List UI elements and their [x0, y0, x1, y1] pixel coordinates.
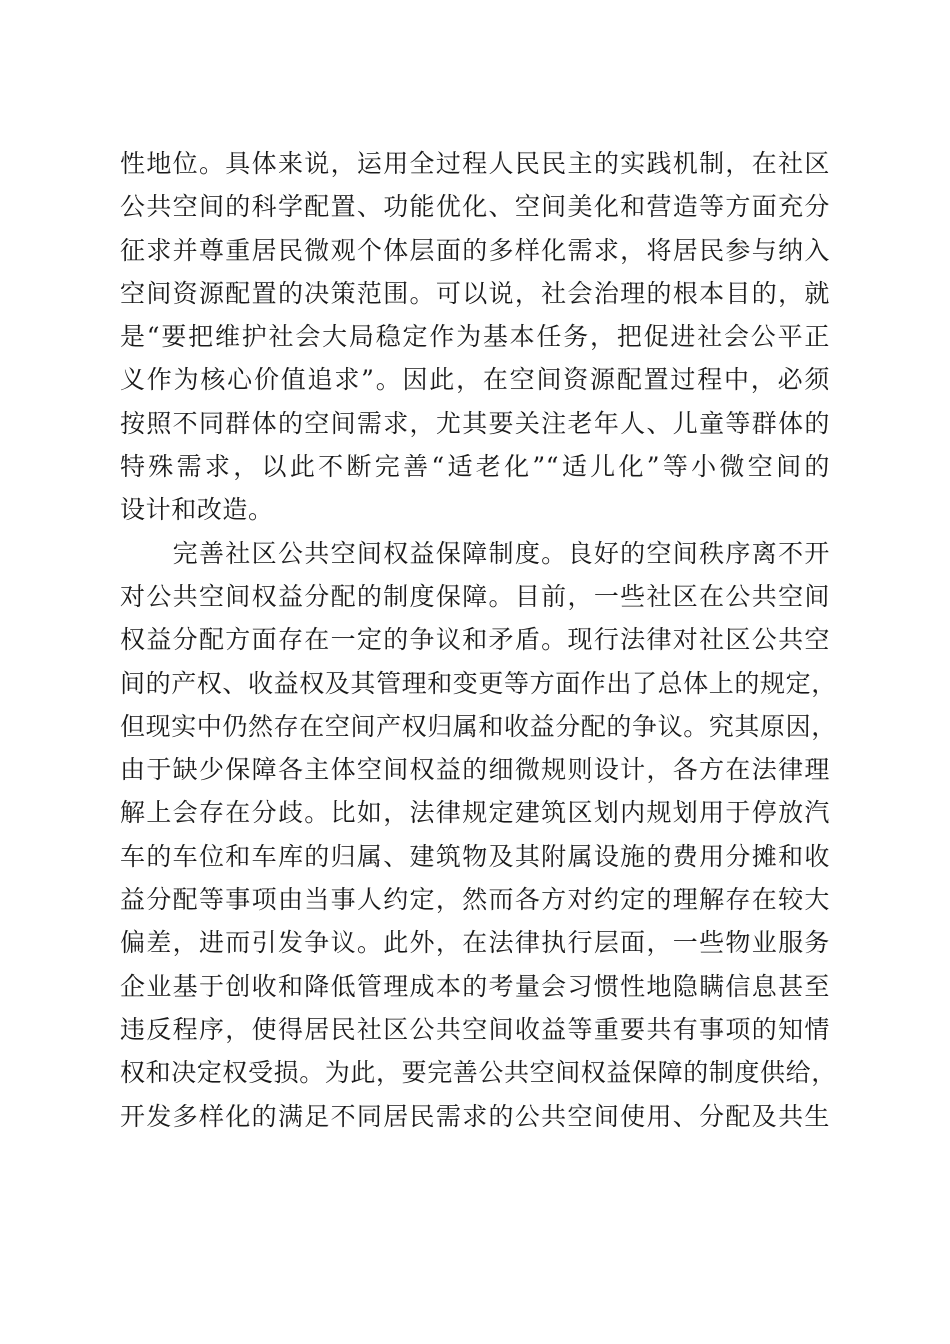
text-line: 征求并尊重居民微观个体层面的多样化需求，将居民参与纳入	[120, 235, 830, 265]
paragraph-1	[120, 142, 830, 532]
text-line: 违反程序，使得居民社区公共空间收益等重要共有事项的知情	[120, 1014, 830, 1044]
text-line: 义作为核心价值追求”。因此，在空间资源配置过程中，必须	[120, 365, 830, 395]
text-line: 车的车位和车库的归属、建筑物及其附属设施的费用分摊和收	[120, 841, 830, 871]
text-line: 偏差，进而引发争议。此外，在法律执行层面，一些物业服务	[120, 928, 830, 958]
text-line: 开发多样化的满足不同居民需求的公共空间使用、分配及共生	[120, 1101, 830, 1131]
text-line: 间的产权、收益权及其管理和变更等方面作出了总体上的规定，	[120, 668, 837, 698]
text-line: 特殊需求，以此不断完善“适老化”“适儿化”等小微空间的	[120, 452, 830, 482]
text-line: 是“要把维护社会大局稳定作为基本任务，把促进社会公平正	[120, 322, 830, 352]
text-line: 空间资源配置的决策范围。可以说，社会治理的根本目的，就	[120, 278, 830, 308]
text-line: 权益分配方面存在一定的争议和矛盾。现行法律对社区公共空	[120, 625, 830, 655]
text-line: 公共空间的科学配置、功能优化、空间美化和营造等方面充分	[120, 192, 830, 222]
text-line: 解上会存在分歧。比如，法律规定建筑区划内规划用于停放汽	[120, 798, 830, 828]
text-line: 但现实中仍然存在空间产权归属和收益分配的争议。究其原因，	[120, 711, 837, 741]
text-line: 完善社区公共空间权益保障制度。良好的空间秩序离不开	[120, 538, 830, 568]
text-line: 对公共空间权益分配的制度保障。目前，一些社区在公共空间	[120, 581, 830, 611]
text-line: 设计和改造。	[120, 495, 274, 525]
text-line: 性地位。具体来说，运用全过程人民民主的实践机制，在社区	[120, 149, 830, 178]
body-text	[120, 142, 837, 1138]
text-line: 权和决定权受损。为此，要完善公共空间权益保障的制度供给，	[120, 1058, 837, 1088]
text-line: 按照不同群体的空间需求，尤其要关注老年人、儿童等群体的	[120, 408, 830, 438]
text-line: 由于缺少保障各主体空间权益的细微规则设计，各方在法律理	[120, 755, 830, 785]
text-line: 企业基于创收和降低管理成本的考量会习惯性地隐瞒信息甚至	[120, 971, 830, 1001]
paragraph-2	[120, 532, 837, 1138]
text-line: 益分配等事项由当事人约定，然而各方对约定的理解存在较大	[120, 885, 830, 915]
